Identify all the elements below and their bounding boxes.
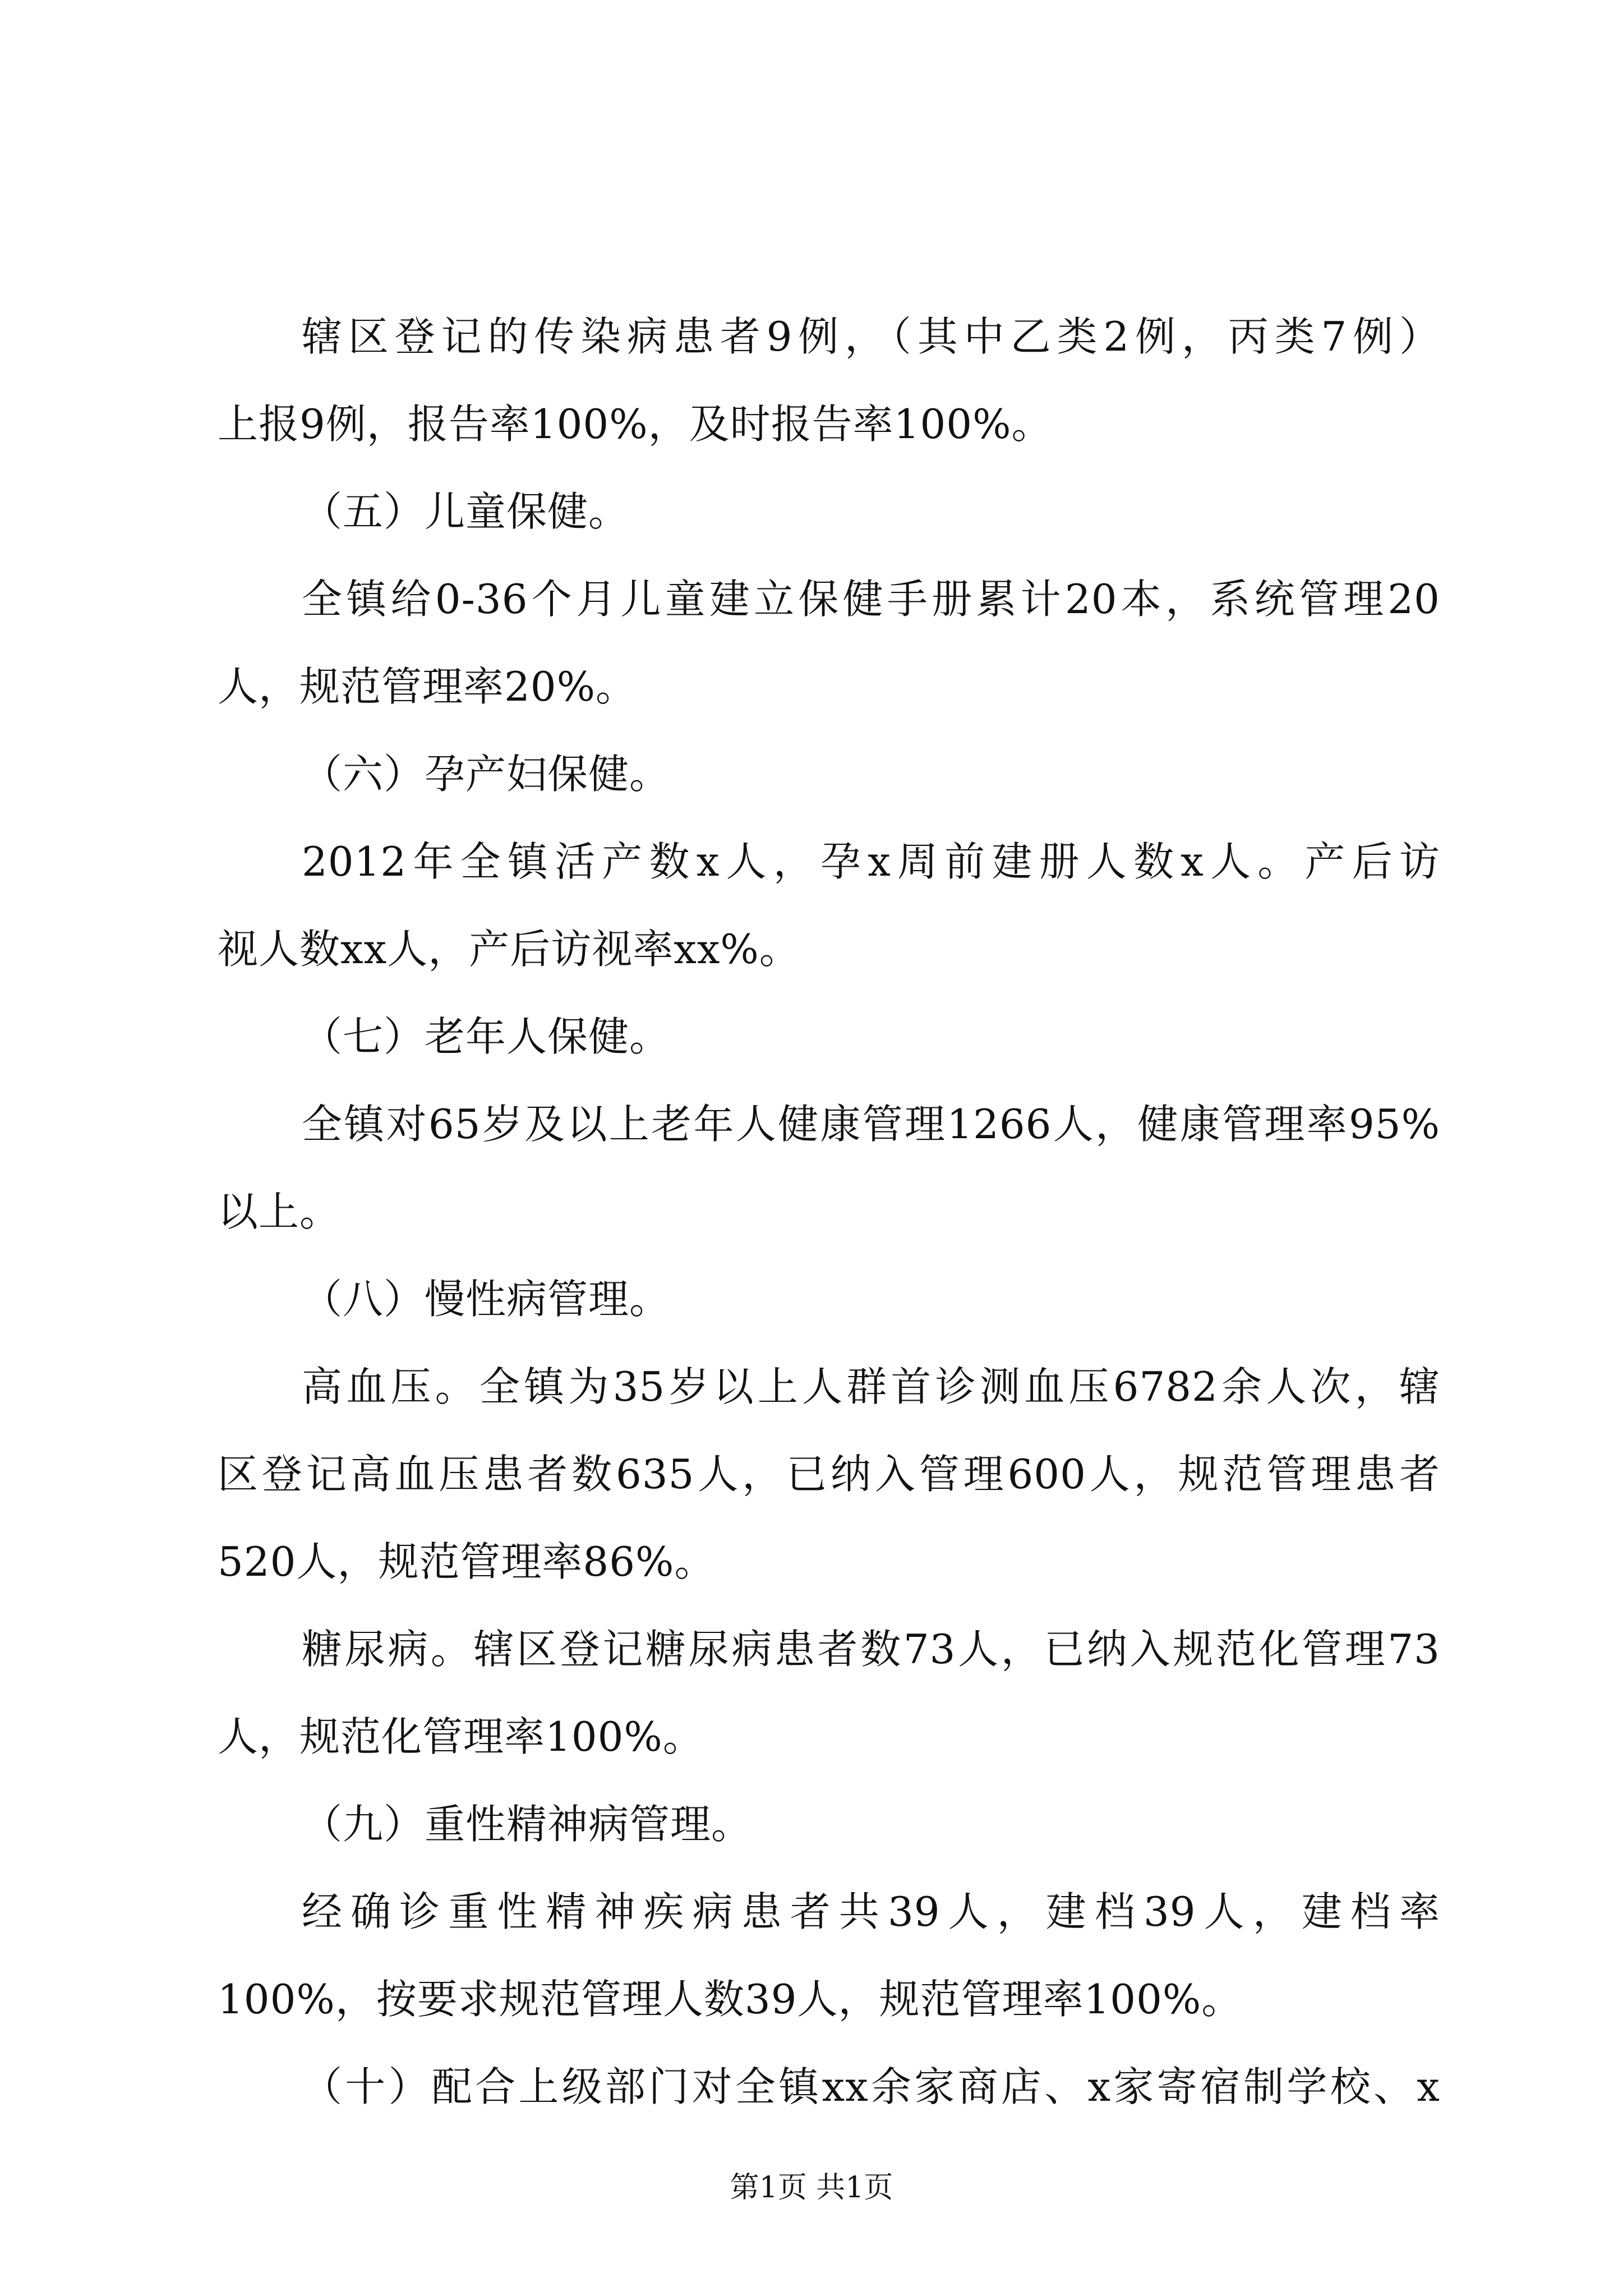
paragraph-line: 以上。 [218,1188,341,1235]
paragraph-line: （十）配合上级部门对全镇xx余家商店、x家寄宿制学校、x [302,2063,1440,2110]
paragraph-line: 辖区登记的传染病患者9例，（其中乙类2例，丙类7例） [302,313,1440,360]
paragraph-line: 100%，按要求规范管理人数39人，规范管理率100%。 [218,1976,1243,2023]
paragraph-line: 高血压。全镇为35岁以上人群首诊测血压6782余人次，辖 [302,1363,1440,1410]
section-heading: （九）重性精神病管理。 [302,1801,753,1848]
paragraph-line: 糖尿病。辖区登记糖尿病患者数73人，已纳入规范化管理73 [302,1626,1440,1673]
paragraph-line: 区登记高血压患者数635人，已纳入管理600人，规范管理患者 [218,1451,1440,1498]
paragraph-line: 上报9例，报告率100%，及时报告率100%。 [218,401,1053,448]
section-heading: （七）老年人保健。 [302,1013,671,1060]
section-heading: （五）儿童保健。 [302,488,630,535]
page-footer: 第1页 共1页 [730,2171,893,2205]
paragraph-line: 人，规范管理率20%。 [218,663,637,710]
section-heading: （八）慢性病管理。 [302,1276,671,1323]
paragraph-line: 经确诊重性精神疾病患者共39人，建档39人，建档率 [302,1888,1440,1935]
paragraph-line: 全镇给0-36个月儿童建立保健手册累计20本，系统管理20 [302,576,1440,623]
paragraph-line: 视人数xx人，产后访视率xx%。 [218,926,800,973]
paragraph-line: 人，规范化管理率100%。 [218,1713,704,1760]
paragraph-line: 2012年全镇活产数x人，孕x周前建册人数x人。产后访 [302,838,1440,885]
section-heading: （六）孕产妇保健。 [302,751,671,798]
paragraph-line: 全镇对65岁及以上老年人健康管理1266人，健康管理率95% [302,1101,1440,1148]
paragraph-line: 520人，规范管理率86%。 [218,1538,716,1585]
